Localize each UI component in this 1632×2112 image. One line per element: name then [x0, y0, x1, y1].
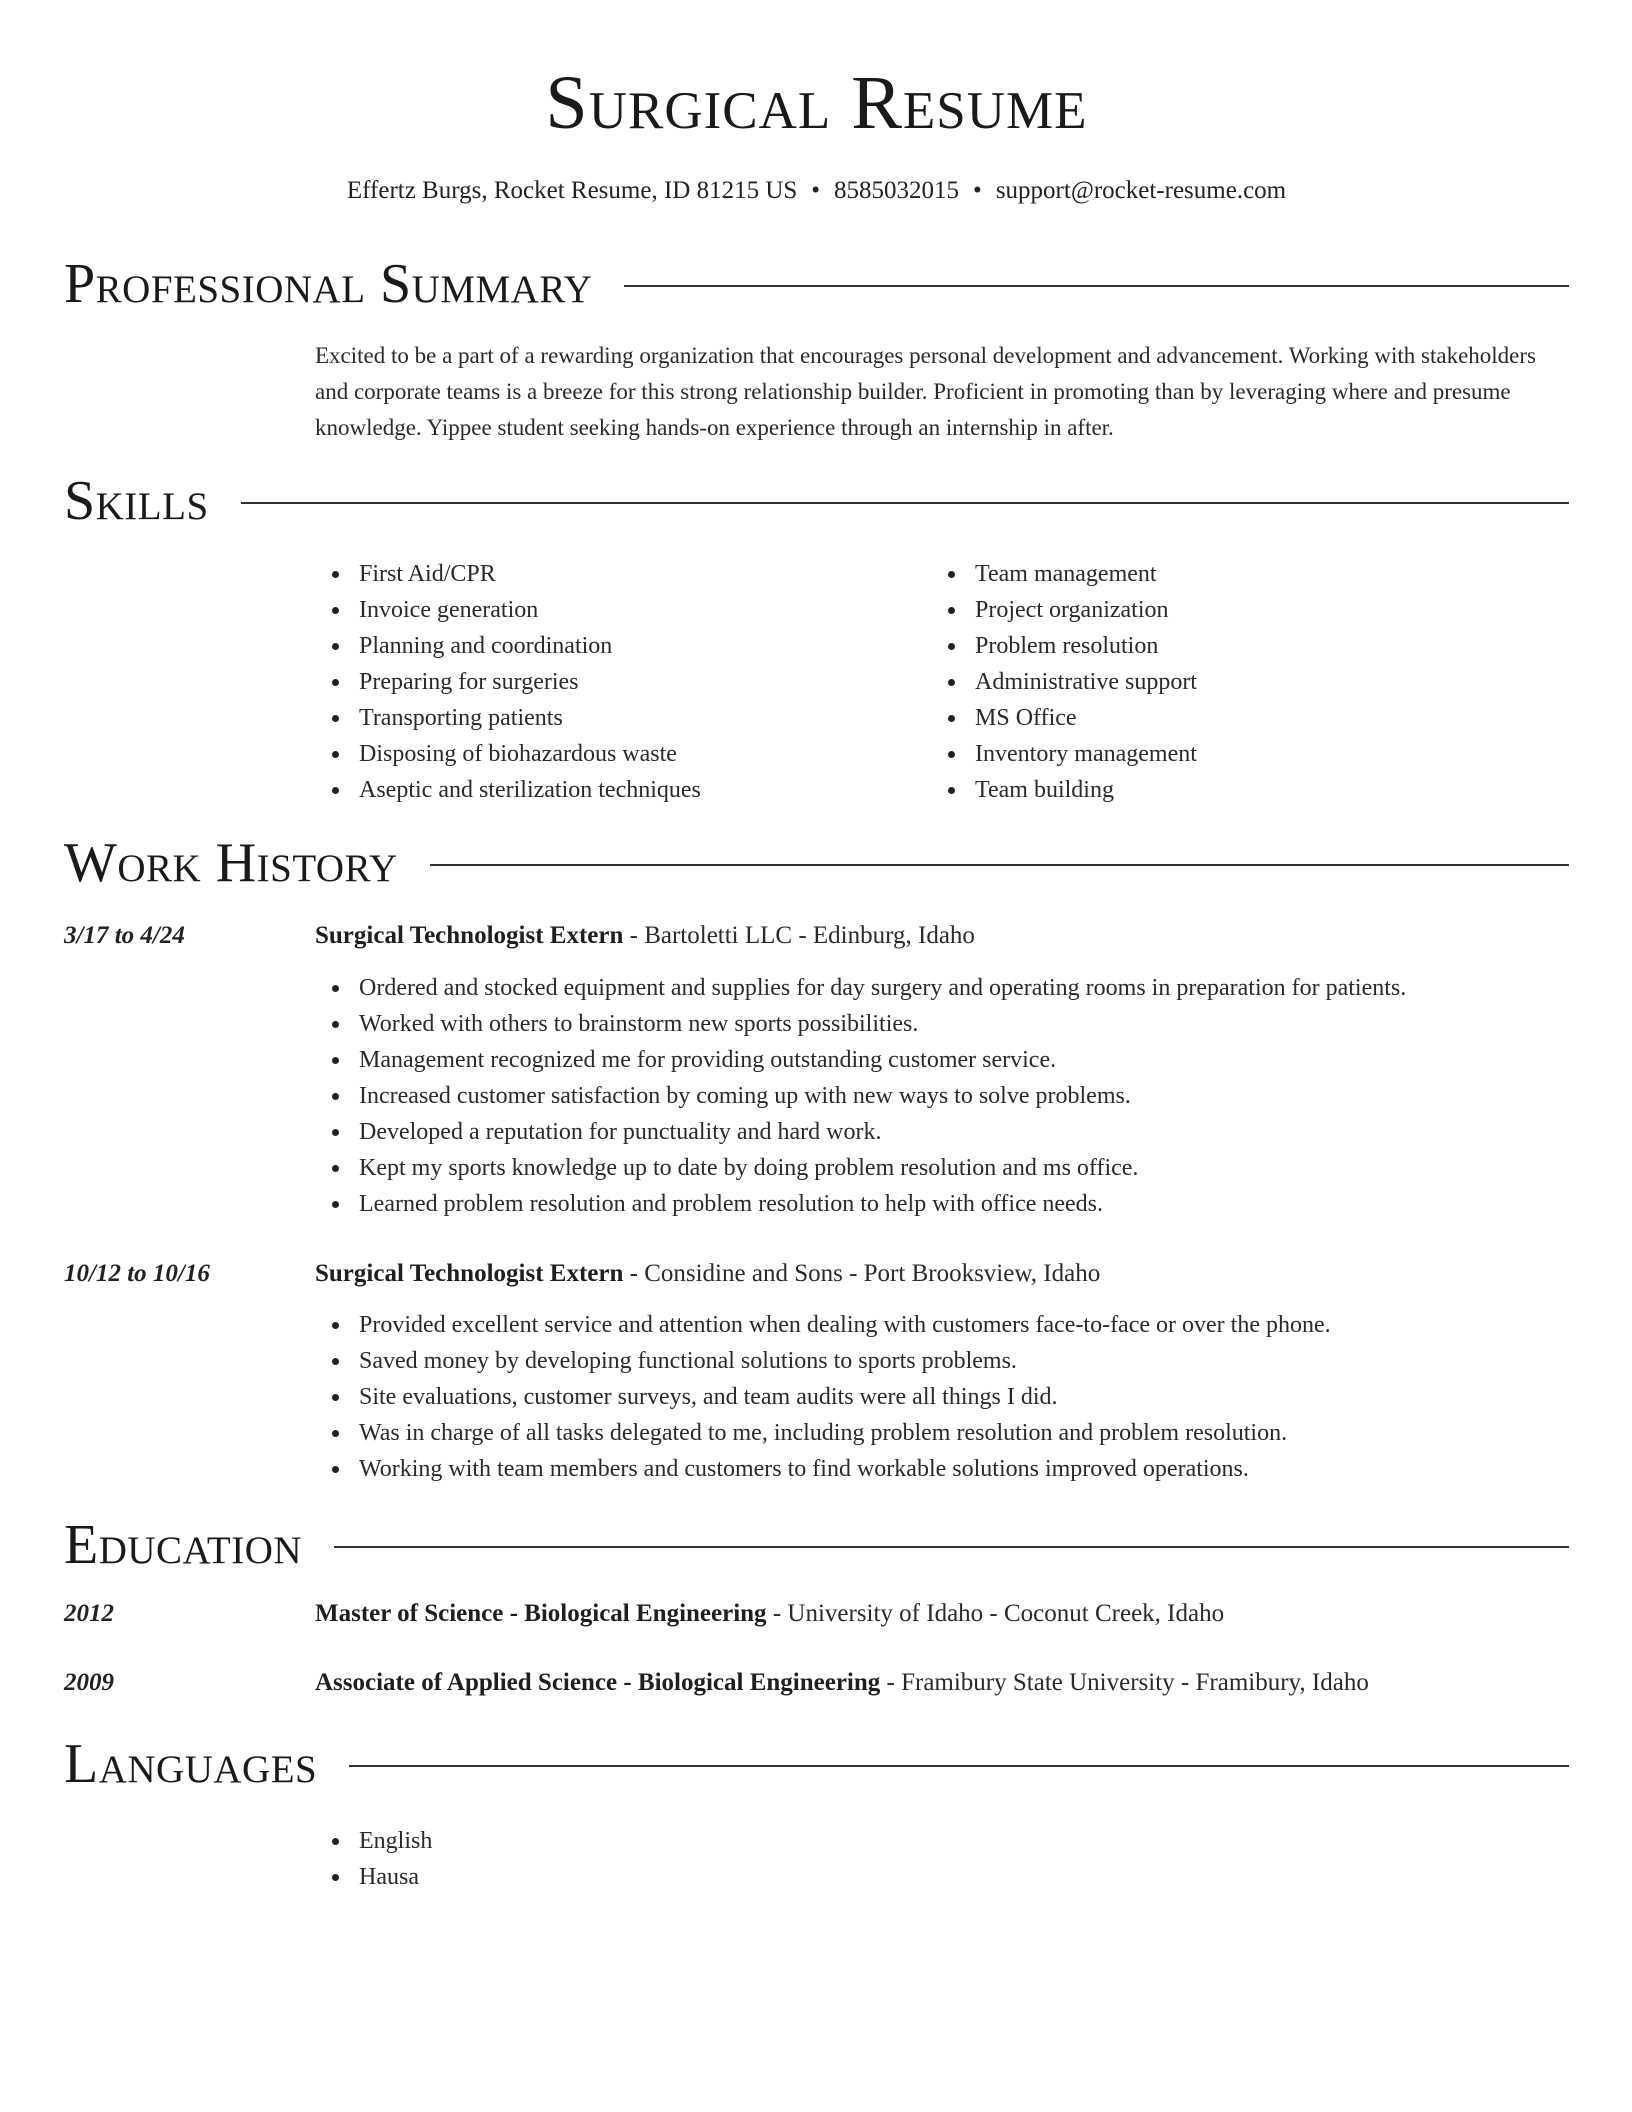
section-divider	[349, 1765, 1569, 1767]
section-title: Work History	[64, 832, 398, 894]
skill-item: MS Office	[931, 700, 1531, 736]
job-dates: 10/12 to 10/16	[64, 1260, 210, 1287]
section-title: Languages	[64, 1733, 318, 1795]
job-bullet: Working with team members and customers to find workable solutions improved operations.	[315, 1451, 1569, 1487]
education-year: 2009	[64, 1669, 114, 1696]
section-title: Education	[64, 1514, 303, 1576]
job-bullet: Developed a reputation for punctuality and hard work.	[315, 1114, 1569, 1150]
contact-separator: •	[811, 177, 821, 204]
skill-item: Problem resolution	[931, 628, 1531, 664]
job-heading	[315, 1256, 1100, 1292]
job-bullet: Kept my sports knowledge up to date by doing problem resolution and ms office.	[315, 1150, 1569, 1186]
section-divider	[430, 864, 1569, 866]
job-bullet: Learned problem resolution and problem resolution to help with office needs.	[315, 1186, 1569, 1222]
skill-item: Team management	[931, 556, 1531, 592]
skill-item: First Aid/CPR	[315, 556, 915, 592]
job-title: Surgical Technologist Extern	[315, 922, 624, 949]
skill-item: Administrative support	[931, 664, 1531, 700]
language-item: Hausa	[315, 1859, 915, 1895]
section-heading-languages	[64, 1732, 1569, 1796]
section-title: Skills	[64, 470, 209, 532]
skill-item: Project organization	[931, 592, 1531, 628]
job-bullets	[315, 1307, 1569, 1487]
job-bullet: Ordered and stocked equipment and supplies for day surgery and operating rooms in preparation for patients.	[315, 970, 1569, 1006]
skill-item: Preparing for surgeries	[315, 664, 915, 700]
education-entry	[315, 1665, 1369, 1701]
section-heading-education	[64, 1513, 1569, 1577]
section-divider	[624, 285, 1569, 287]
job-bullet: Provided excellent service and attention when dealing with customers face-to-face or over the phone.	[315, 1307, 1569, 1343]
skill-item: Transporting patients	[315, 700, 915, 736]
skill-item: Team building	[931, 772, 1531, 808]
skill-item: Disposing of biohazardous waste	[315, 736, 915, 772]
section-heading-work	[64, 831, 1569, 895]
section-divider	[334, 1546, 1569, 1548]
job-bullet: Management recognized me for providing outstanding customer service.	[315, 1042, 1569, 1078]
summary-text: Excited to be a part of a rewarding organization that encourages personal development and advancement. Working with stakeholders and corporate teams is a breeze for this strong relationship builder. Proficient in promoting than by leveraging where and presume knowledge. Yippee student seeking hands-on experience through an internship in after.	[315, 343, 1536, 440]
contact-address: Effertz Burgs, Rocket Resume, ID 81215 US	[346, 177, 798, 204]
job-dates: 3/17 to 4/24	[64, 922, 185, 949]
education-year: 2012	[64, 1600, 114, 1627]
skill-item: Inventory management	[931, 736, 1531, 772]
skill-item: Planning and coordination	[315, 628, 915, 664]
job-bullet: Worked with others to brainstorm new sports possibilities.	[315, 1006, 1569, 1042]
skills-list-right	[931, 556, 1531, 808]
education-entry	[315, 1596, 1224, 1632]
skills-list-left	[315, 556, 915, 808]
contact-line	[64, 175, 1569, 207]
section-heading-skills	[64, 469, 1569, 533]
job-heading	[315, 918, 975, 954]
job-title: Surgical Technologist Extern	[315, 1260, 624, 1287]
job-bullets	[315, 970, 1569, 1222]
job-employer: - Considine and Sons - Port Brooksview, Idaho	[623, 1260, 1101, 1287]
skill-item: Aseptic and sterilization techniques	[315, 772, 915, 808]
contact-phone: 8585032015	[834, 177, 960, 204]
education-degree: Associate of Applied Science - Biological Engineering	[315, 1669, 881, 1696]
education-school: - University of Idaho - Coconut Creek, Idaho	[766, 1600, 1225, 1627]
contact-separator: •	[973, 177, 982, 204]
languages-list	[315, 1823, 915, 1895]
skill-item: Invoice generation	[315, 592, 915, 628]
job-employer: - Bartoletti LLC - Edinburg, Idaho	[623, 922, 975, 949]
education-school: - Framibury State University - Framibury, Idaho	[880, 1669, 1369, 1696]
education-degree: Master of Science - Biological Engineering	[315, 1600, 767, 1627]
contact-email: support@rocket-resume.com	[995, 177, 1287, 204]
section-title: Professional Summary	[64, 253, 593, 315]
job-bullet: Increased customer satisfaction by coming up with new ways to solve problems.	[315, 1078, 1569, 1114]
section-heading-summary	[64, 252, 1569, 316]
job-bullet: Was in charge of all tasks delegated to me, including problem resolution and problem resolution.	[315, 1415, 1569, 1451]
resume-title: Surgical Resume	[545, 61, 1088, 145]
job-bullet: Saved money by developing functional solutions to sports problems.	[315, 1343, 1569, 1379]
language-item: English	[315, 1823, 915, 1859]
job-bullet: Site evaluations, customer surveys, and team audits were all things I did.	[315, 1379, 1569, 1415]
section-divider	[241, 502, 1569, 504]
